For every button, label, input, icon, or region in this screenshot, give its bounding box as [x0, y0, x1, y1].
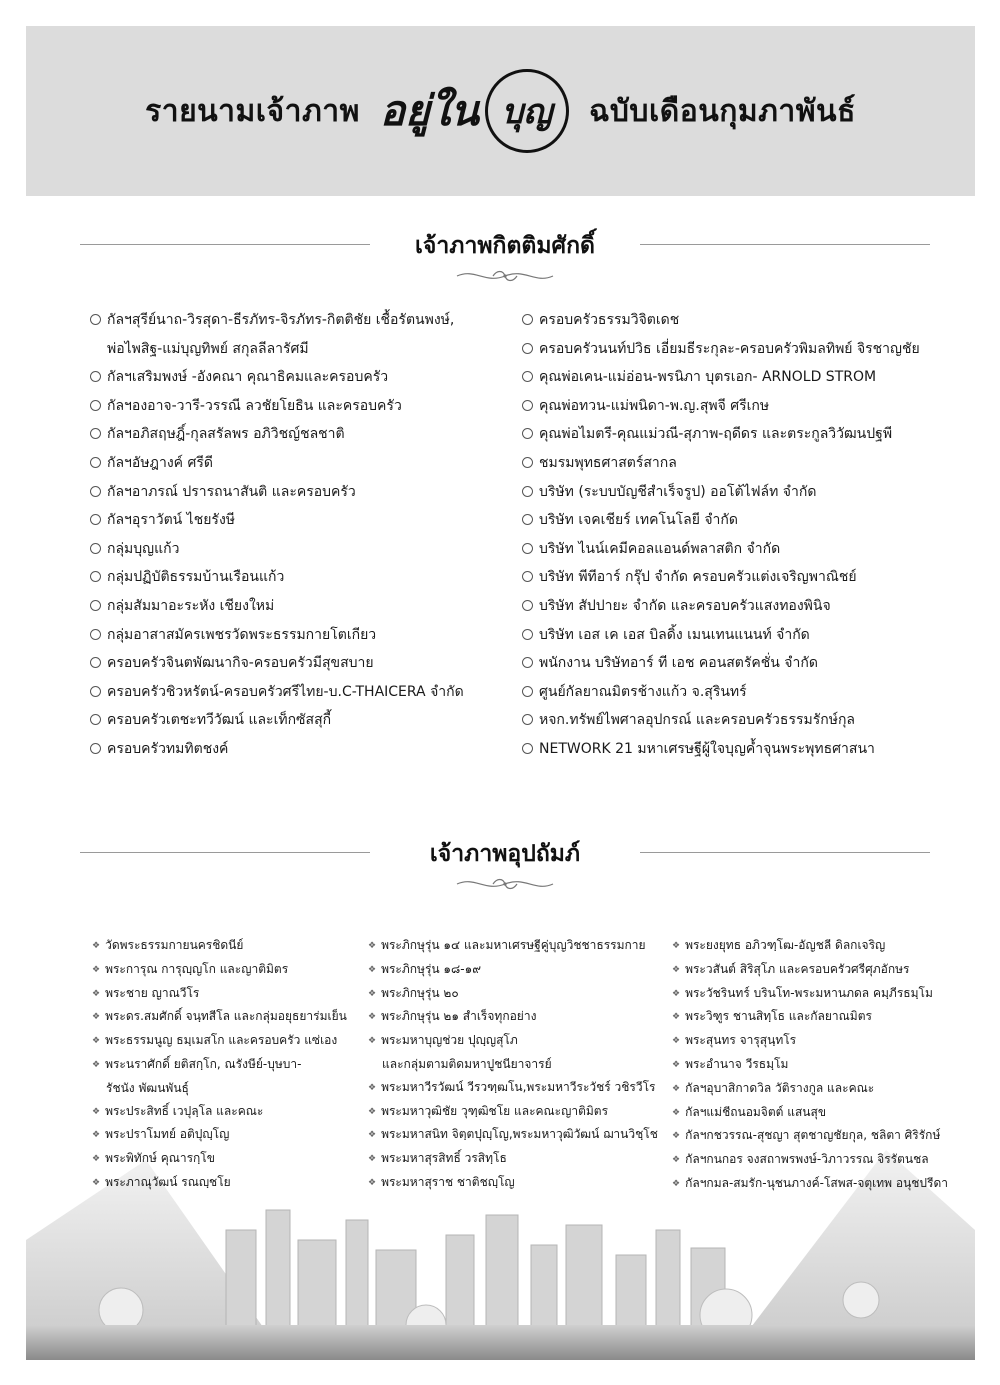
diamond-bullet-icon: ❖: [672, 1131, 681, 1142]
list-item: ครอบครัวนนท์ปวิธ เอี่ยมธีระกุละ-ครอบครัวพิมลทิพย์ จิรชาญชัย: [522, 335, 952, 364]
list-item: บริษัท (ระบบบัญชีสำเร็จรูป) ออโต้ไฟล์ท จำกัด: [522, 478, 952, 507]
circle-bullet-icon: [90, 428, 101, 439]
circle-bullet-icon: [522, 657, 533, 668]
honor-list-right: [522, 306, 952, 764]
list-item: ❖ พระภิกษุรุ่น ๒๐: [368, 982, 673, 1006]
diamond-bullet-icon: ❖: [672, 1178, 681, 1189]
list-item: ❖ พระมหาสุรสิทธิ์ วรสิทฺโธ: [368, 1147, 673, 1171]
list-item: ❖ พระวัชรินทร์ บรินโท-พระมหานภดล คมฺภีรธมฺโม: [672, 982, 962, 1006]
diamond-bullet-icon: ❖: [92, 1036, 101, 1047]
list-item: ❖ พระมหาสุราช ชาติชญฺโญ: [368, 1171, 673, 1195]
page-title: [26, 26, 975, 196]
diamond-bullet-icon: ❖: [368, 1082, 377, 1093]
list-item: บริษัท สัปปายะ จำกัด และครอบครัวแสงทองพินิจ: [522, 592, 952, 621]
list-item: ❖ พระนราศักดิ์ ยติสกฺโก, ณรังษีย์-บุษบา- รัชนัง พัฒนพันธุ์: [92, 1053, 372, 1100]
diamond-bullet-icon: ❖: [92, 964, 101, 975]
list-item: บริษัท พีทีอาร์ กรุ๊ป จำกัด ครอบครัวแต่งเจริญพาณิชย์: [522, 563, 952, 592]
circle-bullet-icon: [90, 371, 101, 382]
diamond-bullet-icon: ❖: [368, 1036, 377, 1047]
circle-bullet-icon: [90, 400, 101, 411]
title-right: ฉบับเดือนกุมภาพันธ์: [588, 93, 856, 129]
circle-bullet-icon: [522, 686, 533, 697]
divider: [640, 244, 930, 245]
patron-list-col-1: [92, 934, 372, 1195]
diamond-bullet-icon: ❖: [92, 1154, 101, 1165]
list-item: ❖ พระยงยุทธ อภิวฑฺโฒ-อัญชลี ดิลกเจริญ: [672, 934, 962, 958]
circle-bullet-icon: [90, 486, 101, 497]
list-item: ❖ วัดพระธรรมกายนครชิดนีย์: [92, 934, 372, 958]
circle-bullet-icon: [522, 371, 533, 382]
logo-word-2: บุญ: [501, 92, 553, 132]
diamond-bullet-icon: ❖: [368, 988, 377, 999]
list-item: กัลฯองอาจ-วารี-วรรณี ลวชัยโยธิน และครอบครัว: [90, 392, 510, 421]
list-item: ❖ กัลฯกมล-สมรัก-นุชนภางค์-โสพส-จตุเทพ อนุชปรีดา: [672, 1172, 962, 1196]
list-item: ❖ กัลฯกนกอร จงสถาพรพงษ์-วิภาวรรณ จิรรัตนชล: [672, 1148, 962, 1172]
list-item: คุณพ่อไมตรี-คุณแม่วณี-สุภาพ-ฤดีดร และตระกูลวิวัฒนปฐพี: [522, 420, 952, 449]
diamond-bullet-icon: ❖: [368, 941, 377, 951]
circle-bullet-icon: [522, 543, 533, 554]
patron-section-title: เจ้าภาพอุปถัมภ์: [429, 841, 581, 867]
diamond-bullet-icon: ❖: [672, 1059, 681, 1070]
list-item: กัลฯอาภรณ์ ปรารถนาสันติ และครอบครัว: [90, 478, 510, 507]
circle-bullet-icon: [522, 743, 533, 754]
list-item: ครอบครัวเตชะทวีวัฒน์ และเท็กซัสสุกี้: [90, 706, 510, 735]
list-item: ครอบครัวธรรมวิจิตเดช: [522, 306, 952, 335]
diamond-bullet-icon: ❖: [672, 1036, 681, 1047]
list-item: ❖ พระอำนาจ วีรธมฺโม: [672, 1053, 962, 1077]
circle-bullet-icon: [522, 514, 533, 525]
diamond-bullet-icon: ❖: [92, 1130, 101, 1141]
list-item: ❖ พระชาย ญาณวีโร: [92, 982, 372, 1006]
diamond-bullet-icon: ❖: [92, 1012, 101, 1023]
diamond-bullet-icon: ❖: [672, 1107, 681, 1118]
list-item: ❖ กัลฯอุบาสิกาดวิล วัติรางกูล และคณะ: [672, 1077, 962, 1101]
list-item: ครอบครัวทมทิตชงค์: [90, 735, 510, 764]
list-item: ❖ พระมหาบุญช่วย ปุญฺญสุโภ และกลุ่มตามติดมหาปูชนียาจารย์: [368, 1029, 673, 1076]
list-item: ❖ พระมหาวุฒิชัย วุฑฺฒิชโย และคณะญาติมิตร: [368, 1100, 673, 1124]
list-item: ❖ พระภิกษุรุ่น ๑๔ และมหาเศรษฐีคู่บุญวิชชาธรรมกาย: [368, 934, 673, 958]
divider: [80, 244, 370, 245]
magazine-logo: [380, 69, 569, 153]
list-item: กัลฯอุราวัตน์ ไชยรังษี: [90, 506, 510, 535]
list-item: ❖ พระดร.สมศักดิ์ จนฺทสีโล และกลุ่มอยุธยาร่มเย็น: [92, 1005, 372, 1029]
diamond-bullet-icon: ❖: [368, 1177, 377, 1188]
diamond-bullet-icon: ❖: [92, 1177, 101, 1188]
circle-bullet-icon: [90, 743, 101, 754]
diamond-bullet-icon: ❖: [92, 941, 101, 951]
diamond-bullet-icon: ❖: [92, 1059, 101, 1070]
honor-list-left: [90, 306, 510, 764]
header-banner: [26, 26, 975, 196]
title-left: รายนามเจ้าภาพ: [145, 93, 360, 129]
list-item: บริษัท เจคเชียร์ เทคโนโลยี จำกัด: [522, 506, 952, 535]
list-item: ชมรมพุทธศาสตร์สากล: [522, 449, 952, 478]
diamond-bullet-icon: ❖: [368, 1130, 377, 1141]
list-item: คุณพ่อทวน-แม่พนิดา-พ.ญ.สุพจี ศรีเกษ: [522, 392, 952, 421]
honor-section-heading: [80, 228, 930, 298]
diamond-bullet-icon: ❖: [672, 1155, 681, 1166]
diamond-bullet-icon: ❖: [672, 964, 681, 975]
list-item: ❖ พระประสิทธิ์ เวปุลฺโล และคณะ: [92, 1100, 372, 1124]
list-item: ❖ พระภาณุวัฒน์ รณญฺชโย: [92, 1171, 372, 1195]
logo-circle: [485, 69, 569, 153]
list-item: ❖ พระปราโมทย์ อติปุญฺโญ: [92, 1123, 372, 1147]
circle-bullet-icon: [522, 600, 533, 611]
circle-bullet-icon: [522, 343, 533, 354]
circle-bullet-icon: [522, 571, 533, 582]
list-item: กลุ่มปฏิบัติธรรมบ้านเรือนแก้ว: [90, 563, 510, 592]
diamond-bullet-icon: ❖: [672, 941, 681, 951]
circle-bullet-icon: [90, 543, 101, 554]
ground-band: [26, 1325, 975, 1360]
divider: [80, 852, 370, 853]
circle-bullet-icon: [522, 428, 533, 439]
list-item: บริษัท เอส เค เอส บิลดิ้ง เมนเทนแนนท์ จำกัด: [522, 621, 952, 650]
list-item: กัลฯเสริมพงษ์ -อังคณา คุณาธิคมและครอบครัว: [90, 363, 510, 392]
circle-bullet-icon: [90, 314, 101, 325]
list-item: คุณพ่อเคน-แม่อ่อน-พรนิภา บุตรเอก- ARNOLD STROM: [522, 363, 952, 392]
list-item: กลุ่มอาสาสมัครเพชรวัดพระธรรมกายโตเกียว: [90, 621, 510, 650]
divider: [640, 852, 930, 853]
diamond-bullet-icon: ❖: [368, 1012, 377, 1023]
circle-bullet-icon: [90, 686, 101, 697]
list-item: ❖ พระมหาสนิท จิตฺตปุญฺโญ,พระมหาวุฒิวัฒน์ ฌานวิชฺโช: [368, 1123, 673, 1147]
list-item: ❖ พระการุณ การุญฺญโก และญาติมิตร: [92, 958, 372, 982]
list-item: ❖ พระพิทักษ์ คุณารกฺโข: [92, 1147, 372, 1171]
diamond-bullet-icon: ❖: [672, 1083, 681, 1094]
list-item: ครอบครัวชิวหรัตน์-ครอบครัวศรีไทย-บ.C-THAICERA จำกัด: [90, 678, 510, 707]
list-item: กลุ่มสัมมาอะระหัง เชียงใหม่: [90, 592, 510, 621]
list-item: ❖ พระมหาวีรวัฒน์ วีรวฑฺฒโน,พระมหาวีระวัชร์ วชิรวีโร: [368, 1076, 673, 1100]
list-item: NETWORK 21 มหาเศรษฐีผู้ใจบุญค้ำจุนพระพุทธศาสนา: [522, 735, 952, 764]
honor-section-title: เจ้าภาพกิตติมศักดิ์: [415, 233, 595, 259]
list-item: ❖ พระภิกษุรุ่น ๒๑ สำเร็จทุกอย่าง: [368, 1005, 673, 1029]
list-item: กัลฯสุรีย์นาถ-วิรสุดา-ธีรภัทร-จิรภัทร-กิตติชัย เชื้อรัตนพงษ์, พ่อไพสิฐ-แม่บุญทิพย์ สกุลลีลารัศมี: [90, 306, 510, 363]
circle-bullet-icon: [522, 457, 533, 468]
patron-list-col-2: [368, 934, 673, 1195]
list-item: บริษัท ไนน์เคมีคอลแอนด์พลาสติก จำกัด: [522, 535, 952, 564]
circle-bullet-icon: [522, 400, 533, 411]
list-item: กัลฯอัษฎางค์ ศรีดี: [90, 449, 510, 478]
diamond-bullet-icon: ❖: [672, 1012, 681, 1023]
list-item: กลุ่มบุญแก้ว: [90, 535, 510, 564]
diamond-bullet-icon: ❖: [672, 988, 681, 999]
circle-bullet-icon: [522, 714, 533, 725]
list-item: ❖ พระวสันต์ สิริสุโภ และครอบครัวศรีศุภอักษร: [672, 958, 962, 982]
diamond-bullet-icon: ❖: [368, 964, 377, 975]
diamond-bullet-icon: ❖: [92, 988, 101, 999]
circle-bullet-icon: [90, 629, 101, 640]
list-item: ❖ พระภิกษุรุ่น ๑๘-๑๙: [368, 958, 673, 982]
patron-section-heading: [80, 836, 930, 906]
diamond-bullet-icon: ❖: [368, 1154, 377, 1165]
circle-bullet-icon: [90, 600, 101, 611]
patron-list-col-3: [672, 934, 962, 1196]
circle-bullet-icon: [522, 629, 533, 640]
list-item: พนักงาน บริษัทอาร์ ที เอช คอนสตรัคชั่น จำกัด: [522, 649, 952, 678]
list-item: ❖ พระธรรมนูญ ธมฺเมสโก และครอบครัว แซ่เอง: [92, 1029, 372, 1053]
list-item: กัลฯอภิสฤษฎิ์-กุลสรัลพร อภิวิชญ์ชลชาติ: [90, 420, 510, 449]
diamond-bullet-icon: ❖: [92, 1106, 101, 1117]
list-item: ศูนย์กัลยาณมิตรช้างแก้ว จ.สุรินทร์: [522, 678, 952, 707]
circle-bullet-icon: [90, 657, 101, 668]
diamond-bullet-icon: ❖: [368, 1106, 377, 1117]
circle-bullet-icon: [90, 714, 101, 725]
flourish-ornament: [455, 266, 555, 286]
circle-bullet-icon: [90, 571, 101, 582]
list-item: ❖ พระวิฑูร ชานสิทฺโธ และกัลยาณมิตร: [672, 1005, 962, 1029]
circle-bullet-icon: [522, 314, 533, 325]
list-item: ❖ กัลฯกชวรรณ-สุชญา สุตชาญชัยกุล, ชลิตา ศิริรักษ์: [672, 1124, 962, 1148]
list-item: หจก.ทรัพย์ไพศาลอุปกรณ์ และครอบครัวธรรมรักษ์กุล: [522, 706, 952, 735]
list-item: ❖ พระสุนทร จารุสุนฺทโร: [672, 1029, 962, 1053]
circle-bullet-icon: [90, 457, 101, 468]
circle-bullet-icon: [90, 514, 101, 525]
circle-bullet-icon: [522, 486, 533, 497]
list-item: ครอบครัวจินตพัฒนากิจ-ครอบครัวมีสุขสบาย: [90, 649, 510, 678]
list-item: ❖ กัลฯแม่ชีถนอมจิตต์ แสนสุข: [672, 1101, 962, 1125]
logo-word-1: อยู่ใน: [379, 86, 479, 135]
flourish-ornament: [455, 874, 555, 894]
